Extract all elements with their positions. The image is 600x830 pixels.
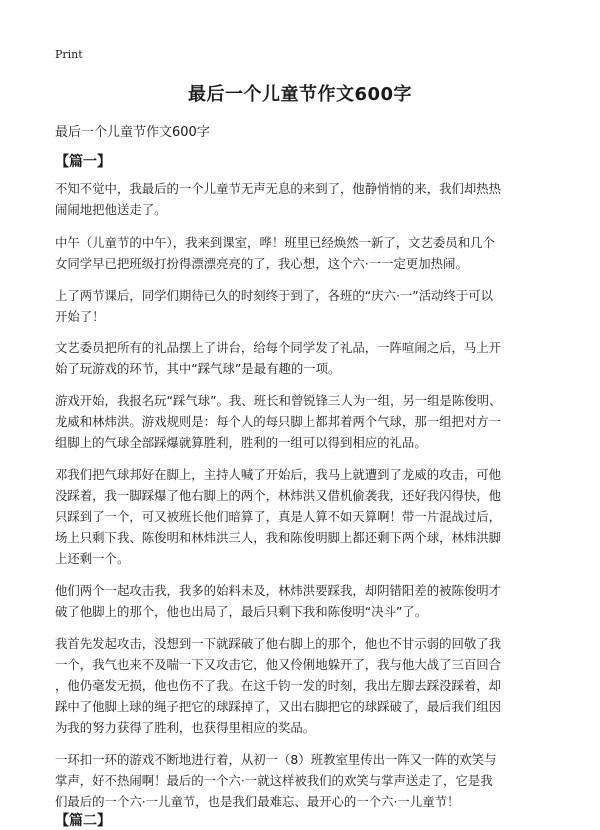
paragraph-line: 没踩着，我一脚踩爆了他右脚上的两个，林炜洪又借机偷袭我，还好我闪得快，他 xyxy=(55,488,502,503)
paragraph-line: 龙威和林炜洪。游戏规则是：每个人的每只脚上都邦着两个气球，那一组把对方一 xyxy=(55,414,502,429)
paragraph-line: 闹闹地把他送走了。 xyxy=(55,202,167,217)
print-link[interactable]: Print xyxy=(55,48,83,61)
paragraph-line: 们最后的一个六·一儿童节，也是我们最难忘、最开心的一个六·一儿童节！ xyxy=(55,794,460,809)
paragraph-line: 只踩到了一个，可又被班长他们暗算了，真是人算不如天算啊！带一片混战过后， xyxy=(55,509,502,524)
paragraph-line: 我首先发起攻击，没想到一下就踩破了他右脚上的那个，他也不甘示弱的回敬了我 xyxy=(55,636,502,651)
paragraph-3 xyxy=(55,285,553,327)
section-heading-1: 【篇一】 xyxy=(55,154,111,170)
paragraph-8 xyxy=(55,633,553,738)
paragraph-7 xyxy=(55,580,553,622)
paragraph-line: 中午（儿童节的中午），我来到课室，哗！班里已经焕然一新了，文艺委员和几个 xyxy=(55,235,495,250)
paragraph-2 xyxy=(55,232,553,274)
paragraph-line: 开始了！ xyxy=(55,309,105,324)
paragraph-line: 踩中了他脚上球的绳子把它的球踩掉了，又出右脚把它的球踩破了，最后我们组因 xyxy=(55,699,502,714)
paragraph-line: 掌声，好不热闹啊！最后的一个六·一就这样被我们的欢笑与掌声送走了，它是我 xyxy=(55,773,493,788)
document-title: 最后一个儿童节作文600字 xyxy=(187,84,413,105)
paragraph-line: 组脚上的气球全部踩爆就算胜利，胜利的一组可以得到相应的礼品。 xyxy=(55,435,427,450)
paragraph-5 xyxy=(55,390,553,453)
paragraph-line: 场上只剩下我、陈俊明和林炜洪三人，我和陈俊明脚上都还剩下两个球，林炜洪脚 xyxy=(55,530,502,545)
paragraph-line: 一环扣一环的游戏不断地进行着，从初一（8）班教室里传出一阵又一阵的欢笑与 xyxy=(55,752,497,767)
paragraph-line: ，他仍毫发无损，他也伤不了我。在这千钧一发的时刻，我出左脚去踩没踩着，却 xyxy=(55,678,502,693)
paragraph-line: 文艺委员把所有的礼品摆上了讲台，给每个同学发了礼品，一阵喧闹之后，马上开 xyxy=(55,340,502,355)
paragraph-9 xyxy=(55,749,553,812)
paragraph-line: 一个，我气也来不及喘一下又攻击它，他又伶俐地躲开了，我与他大战了三百回合 xyxy=(55,657,502,672)
paragraph-line: 游戏开始，我报名玩“踩气球”。我、班长和曾锐锋三人为一组，另一组是陈俊明、 xyxy=(55,393,502,408)
paragraph-line: 女同学早已把班级打扮得漂漂亮亮的了，我心想，这个六·一一定更加热闹。 xyxy=(55,256,468,271)
paragraph-line: 为我的努力获得了胜利，也获得里相应的奖品。 xyxy=(55,720,316,735)
paragraph-4 xyxy=(55,337,553,379)
paragraph-line: 破了他脚上的那个，他也出局了，最后只剩下我和陈俊明“决斗”了。 xyxy=(55,604,428,619)
paragraph-1 xyxy=(55,178,553,220)
paragraph-line: 邓我们把气球邦好在脚上，主持人喊了开始后，我马上就遭到了龙威的攻击，可他 xyxy=(55,467,502,482)
paragraph-line: 他们两个一起攻击我，我多的始料未及，林炜洪要踩我，却阴错阳差的被陈俊明才 xyxy=(55,583,502,598)
paragraph-6 xyxy=(55,464,553,569)
paragraph-line: 不知不觉中，我最后的一个儿童节无声无息的来到了，他静悄悄的来，我们却热热 xyxy=(55,181,502,196)
section-heading-2: 【篇二】 xyxy=(55,813,111,829)
paragraph-line: 上还剩一个。 xyxy=(55,551,130,566)
document-subtitle: 最后一个儿童节作文600字 xyxy=(55,125,210,140)
paragraph-line: 上了两节课后，同学们期待已久的时刻终于到了，各班的“庆六·一”活动终于可以 xyxy=(55,288,494,303)
paragraph-line: 始了玩游戏的环节，其中“踩气球”是最有趣的一项。 xyxy=(55,361,341,376)
